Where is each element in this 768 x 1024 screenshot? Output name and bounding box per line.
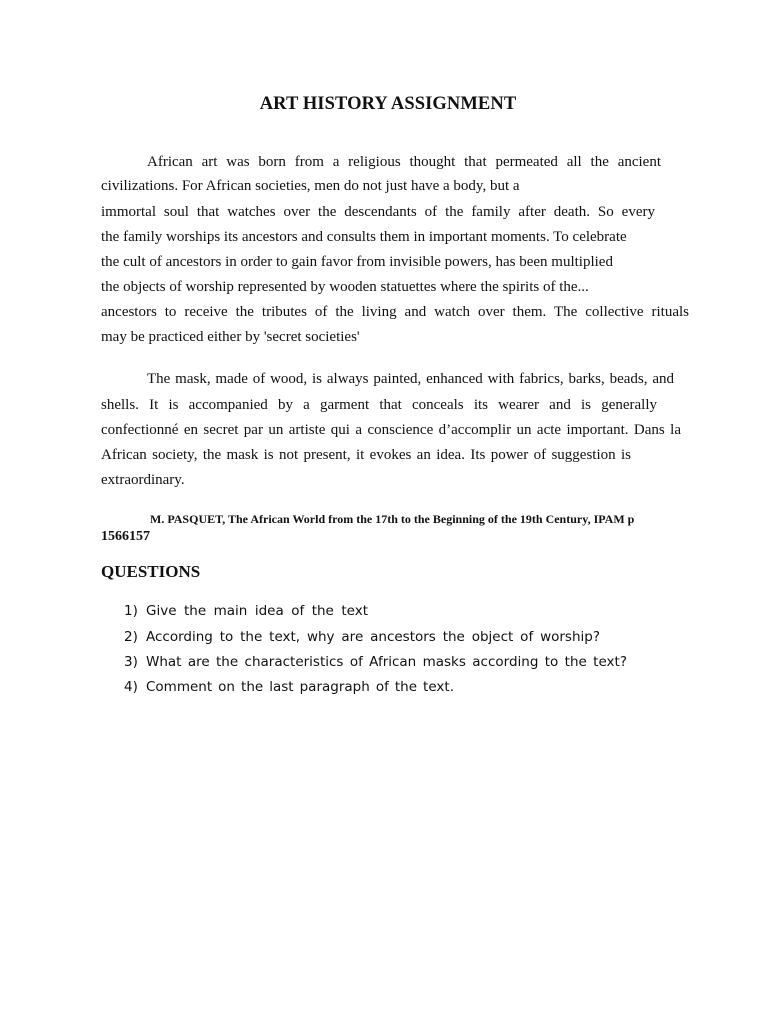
question-text: What are the characteristics of African masks according to the text? <box>146 654 627 670</box>
paragraph2-line-2: shells. It is accompanied by a garment that conceals its wearer and is generally <box>101 397 657 413</box>
paragraph2-line-5: extraordinary. <box>101 472 185 488</box>
questions-heading: QUESTIONS <box>101 562 201 581</box>
question-number: 2) <box>124 629 138 645</box>
paragraph1-line-6: the objects of worship represented by wooden statuettes where the spirits of the... <box>101 279 589 295</box>
paragraph2-line-4: African society, the mask is not present, it evokes an idea. Its power of suggestion is <box>101 447 631 463</box>
question-number: 1) <box>124 603 138 619</box>
paragraph1-line-2: civilizations. For African societies, men do not just have a body, but a <box>101 178 520 194</box>
paragraph1-line-4: the family worships its ancestors and consults them in important moments. To celebrate <box>101 229 627 245</box>
source-citation-number: 1566157 <box>101 529 150 544</box>
question-item-4 <box>124 677 454 697</box>
paragraph1-line-1: African art was born from a religious thought that permeated all the ancient <box>147 154 661 170</box>
paragraph2-line-3: confectionné en secret par un artiste qui a conscience d’accomplir un acte important. Dans la <box>101 422 681 438</box>
paragraph1-line-8: may be practiced either by 'secret societies' <box>101 329 360 345</box>
question-number: 4) <box>124 679 138 695</box>
question-text: According to the text, why are ancestors the object of worship? <box>146 629 600 645</box>
question-text: Comment on the last paragraph of the text. <box>146 679 454 695</box>
paragraph2-line-1: The mask, made of wood, is always painted, enhanced with fabrics, barks, beads, and <box>147 371 674 387</box>
document-title: ART HISTORY ASSIGNMENT <box>259 94 517 114</box>
paragraph1-line-5: the cult of ancestors in order to gain favor from invisible powers, has been multiplied <box>101 254 613 270</box>
source-citation: M. PASQUET, The African World from the 17th to the Beginning of the 19th Century, IPAM p <box>150 512 635 526</box>
question-item-1 <box>124 601 368 621</box>
question-item-2 <box>124 627 600 647</box>
question-text: Give the main idea of the text <box>146 603 368 619</box>
question-item-3 <box>124 652 627 672</box>
paragraph1-line-3: immortal soul that watches over the descendants of the family after death. So every <box>101 204 655 220</box>
paragraph1-line-7: ancestors to receive the tributes of the living and watch over them. The collective rituals <box>101 304 689 320</box>
question-number: 3) <box>124 654 138 670</box>
